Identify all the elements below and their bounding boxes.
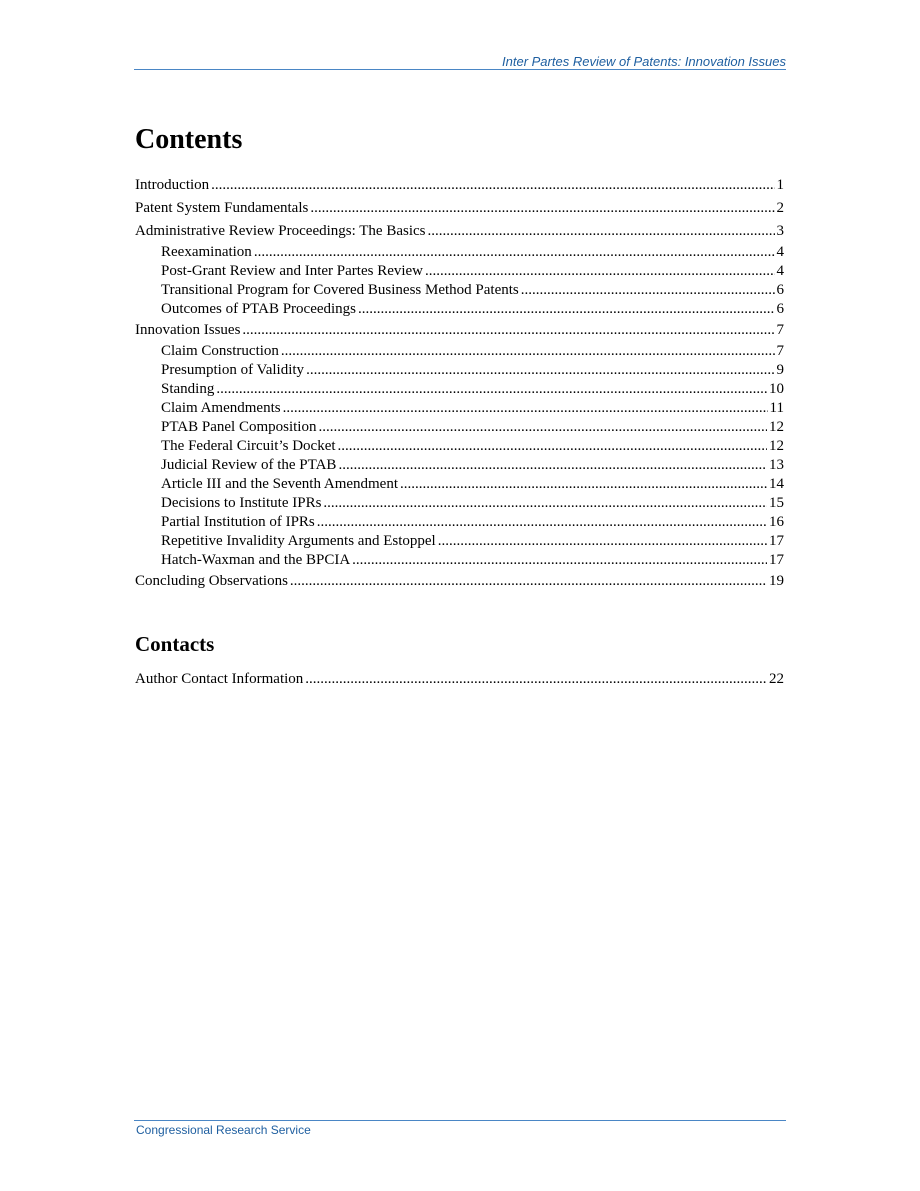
toc-entry-page: 4 — [776, 244, 784, 260]
toc-entry[interactable] — [135, 475, 784, 494]
toc-entry-page: 12 — [769, 419, 784, 435]
toc-entry[interactable] — [135, 513, 784, 532]
toc-entry[interactable] — [135, 399, 784, 418]
dot-leader — [425, 262, 774, 281]
toc-entry[interactable] — [135, 243, 784, 262]
dot-leader — [318, 418, 767, 437]
toc-entry-label: Patent System Fundamentals — [135, 200, 309, 216]
toc-entry-page: 6 — [776, 301, 784, 317]
toc-entry-label: Hatch-Waxman and the BPCIA — [161, 552, 351, 568]
toc-entry-page: 15 — [769, 495, 784, 511]
dot-leader — [338, 437, 767, 456]
dot-leader — [216, 380, 767, 399]
toc-entry-label: Partial Institution of IPRs — [161, 514, 315, 530]
toc-entry-page: 11 — [769, 400, 784, 416]
dot-leader — [310, 197, 774, 220]
toc-entry-page: 6 — [776, 282, 784, 298]
dot-leader — [521, 281, 775, 300]
toc-entry[interactable] — [135, 418, 784, 437]
toc-entry-page: 22 — [769, 671, 784, 687]
dot-leader — [305, 668, 767, 691]
dot-leader — [428, 220, 775, 243]
dot-leader — [358, 300, 774, 319]
contents-title: Contents — [135, 124, 243, 155]
dot-leader — [306, 361, 774, 380]
toc-entry[interactable] — [135, 220, 784, 243]
toc-entry-label: Post-Grant Review and Inter Partes Review — [161, 263, 424, 279]
dot-leader — [211, 174, 774, 197]
contacts-title: Contacts — [135, 632, 215, 656]
dot-leader — [338, 456, 767, 475]
toc-entry-label: Introduction — [135, 177, 210, 193]
toc-entry-label: Judicial Review of the PTAB — [161, 457, 337, 473]
toc-entry-page: 2 — [776, 200, 784, 216]
contacts-list — [135, 668, 784, 691]
toc-entry[interactable] — [135, 300, 784, 319]
toc-entry-page: 14 — [769, 476, 784, 492]
toc-entry-label: Claim Amendments — [161, 400, 281, 416]
toc-entry-page: 17 — [769, 533, 784, 549]
header-rule — [134, 69, 786, 70]
dot-leader — [323, 494, 767, 513]
toc-entry-label: Repetitive Invalidity Arguments and Estoppel — [161, 533, 436, 549]
toc-entry-page: 16 — [769, 514, 784, 530]
toc-entry-page: 13 — [769, 457, 784, 473]
toc-entry-page: 4 — [776, 263, 784, 279]
toc-entry[interactable] — [135, 197, 784, 220]
dot-leader — [281, 342, 775, 361]
toc-entry-page: 7 — [776, 322, 784, 338]
contents-list — [135, 174, 784, 593]
toc-entry-page: 1 — [776, 177, 784, 193]
toc-entry-label: Article III and the Seventh Amendment — [161, 476, 399, 492]
toc-entry[interactable] — [135, 361, 784, 380]
toc-entry[interactable] — [135, 174, 784, 197]
dot-leader — [400, 475, 767, 494]
toc-entry-page: 9 — [776, 362, 784, 378]
toc-entry[interactable] — [135, 668, 784, 691]
toc-entry-label: Innovation Issues — [135, 322, 241, 338]
toc-entry-label: Decisions to Institute IPRs — [161, 495, 322, 511]
toc-entry-page: 12 — [769, 438, 784, 454]
footer-text: Congressional Research Service — [136, 1123, 311, 1137]
toc-entry-label: Concluding Observations — [135, 573, 288, 589]
dot-leader — [290, 570, 767, 593]
toc-entry-label: Administrative Review Proceedings: The Basics — [135, 223, 426, 239]
toc-entry-page: 7 — [776, 343, 784, 359]
running-header: Inter Partes Review of Patents: Innovation Issues — [502, 54, 786, 69]
toc-entry-label: Reexamination — [161, 244, 252, 260]
toc-entry-label: Outcomes of PTAB Proceedings — [161, 301, 357, 317]
toc-entry[interactable] — [135, 342, 784, 361]
toc-entry-page: 17 — [769, 552, 784, 568]
dot-leader — [352, 551, 767, 570]
toc-entry[interactable] — [135, 262, 784, 281]
toc-entry[interactable] — [135, 380, 784, 399]
dot-leader — [438, 532, 767, 551]
dot-leader — [254, 243, 775, 262]
dot-leader — [283, 399, 768, 418]
toc-entry[interactable] — [135, 437, 784, 456]
toc-entry-label: Presumption of Validity — [161, 362, 305, 378]
toc-entry-label: Standing — [161, 381, 215, 397]
dot-leader — [317, 513, 767, 532]
toc-entry[interactable] — [135, 281, 784, 300]
toc-entry[interactable] — [135, 456, 784, 475]
toc-entry-page: 3 — [776, 223, 784, 239]
footer-rule — [134, 1120, 786, 1121]
toc-entry-label: Claim Construction — [161, 343, 279, 359]
toc-entry-label: Transitional Program for Covered Business Method Patents — [161, 282, 519, 298]
toc-entry-label: PTAB Panel Composition — [161, 419, 317, 435]
toc-entry-page: 10 — [769, 381, 784, 397]
toc-entry[interactable] — [135, 319, 784, 342]
toc-entry-label: Author Contact Information — [135, 671, 304, 687]
toc-entry[interactable] — [135, 551, 784, 570]
toc-entry[interactable] — [135, 494, 784, 513]
toc-entry[interactable] — [135, 532, 784, 551]
dot-leader — [242, 319, 774, 342]
toc-entry-page: 19 — [769, 573, 784, 589]
toc-entry-label: The Federal Circuit’s Docket — [161, 438, 336, 454]
toc-entry[interactable] — [135, 570, 784, 593]
